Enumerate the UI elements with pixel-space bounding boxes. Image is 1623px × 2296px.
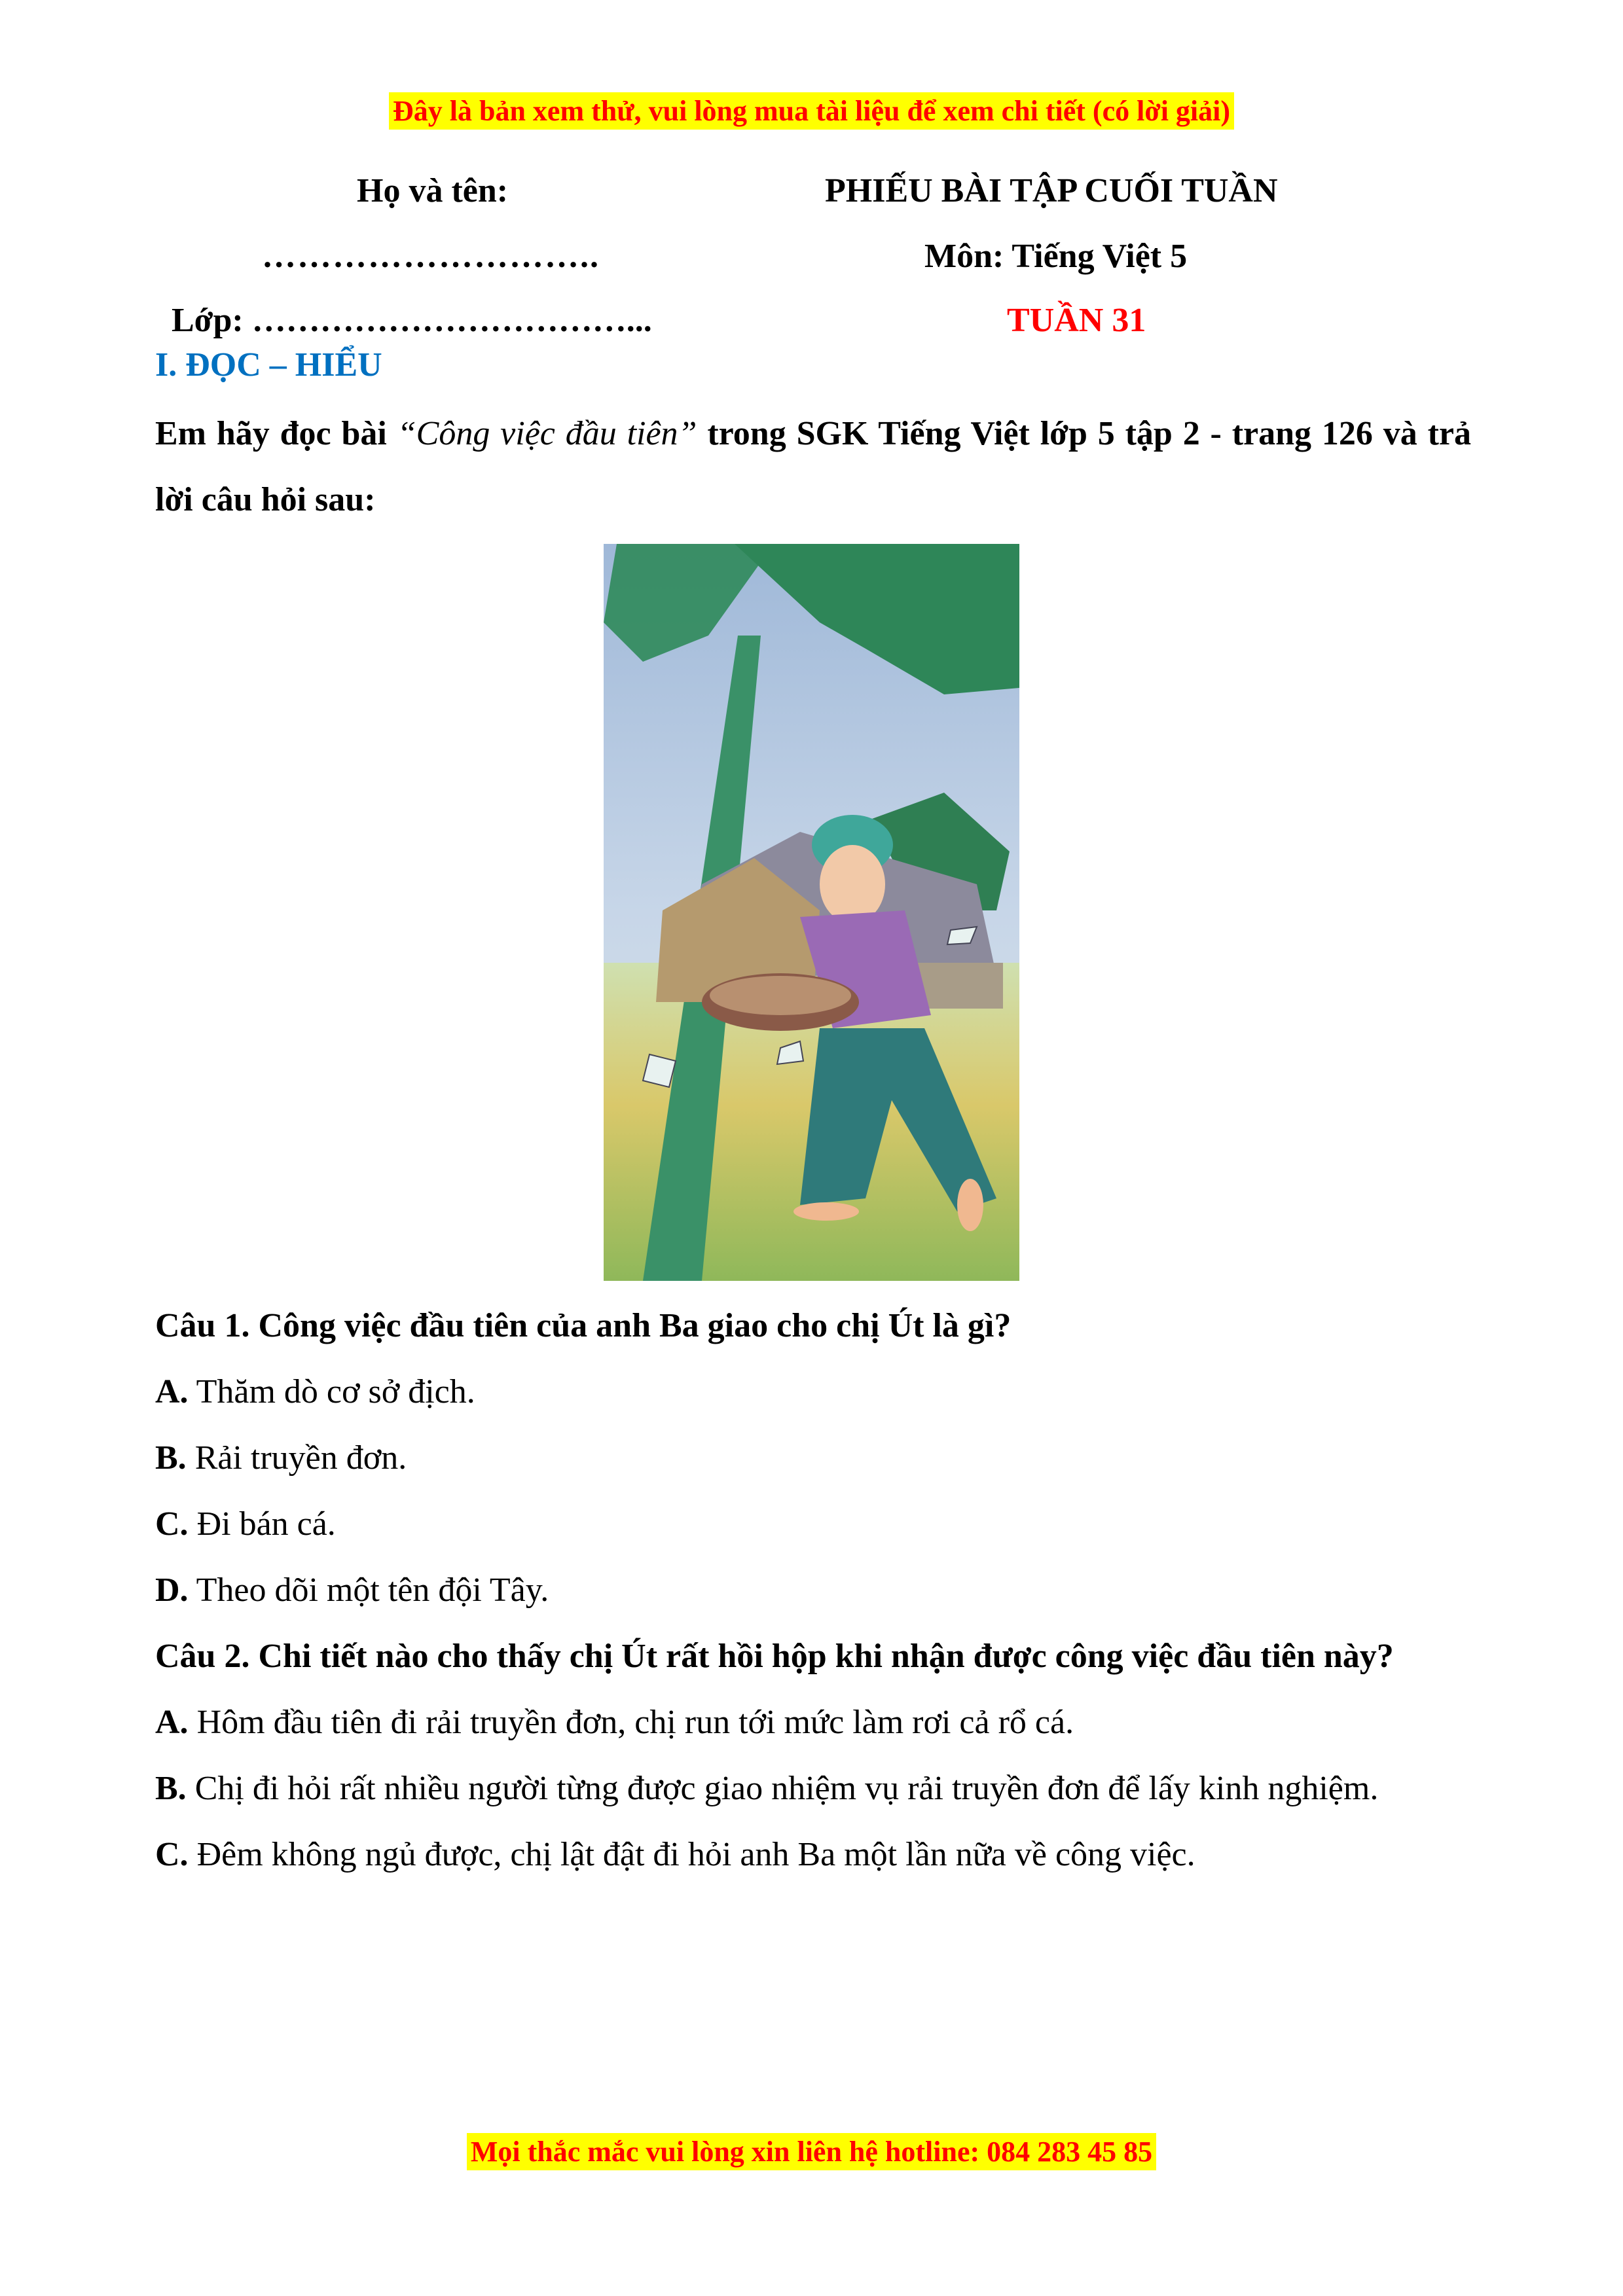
option-letter: A. [155, 1373, 189, 1410]
worksheet-title: PHIẾU BÀI TẬP CUỐI TUẦN [825, 172, 1278, 209]
option-text: Đêm không ngủ được, chị lật đật đi hỏi anh Ba một lần nữa về công việc. [188, 1836, 1195, 1873]
story-illustration [604, 544, 1019, 1281]
name-blank: ……………………….. [262, 238, 600, 275]
option-text: Chị đi hỏi rất nhiều người từng được giao nhiệm vụ rải truyền đơn để lấy kinh nghiệm. [186, 1770, 1379, 1807]
answer-option-a[interactable] [155, 1689, 1471, 1755]
answer-option-c[interactable] [155, 1821, 1471, 1888]
name-label: Họ và tên: [357, 172, 509, 209]
option-letter: B. [155, 1770, 187, 1807]
reading-title: “Công việc đầu tiên” [397, 415, 697, 452]
option-letter: D. [155, 1571, 189, 1609]
answer-option-a[interactable] [155, 1359, 1471, 1425]
week-label: TUẦN 31 [1007, 302, 1146, 339]
question-title: Câu 2. Chi tiết nào cho thấy chị Út rất hồi hộp khi nhận được công việc đầu tiên này? [155, 1638, 1394, 1675]
option-text: Thăm dò cơ sở địch. [188, 1373, 475, 1410]
answer-option-c[interactable] [155, 1491, 1471, 1557]
answer-option-b[interactable] [155, 1425, 1471, 1491]
option-text: Đi bán cá. [188, 1505, 336, 1543]
preview-notice-banner [0, 94, 1623, 128]
class-label: Lớp: ……………………………... [172, 302, 652, 339]
hotline-text: Mọi thắc mắc vui lòng xin liên hệ hotline: 084 283 45 85 [467, 2133, 1156, 2170]
reading-instruction [155, 401, 1471, 533]
option-letter: A. [155, 1704, 189, 1741]
option-text: Hôm đầu tiên đi rải truyền đơn, chị run tới mức làm rơi cả rổ cá. [188, 1704, 1074, 1741]
option-text: Theo dõi một tên đội Tây. [188, 1571, 549, 1609]
hotline-banner [0, 2135, 1623, 2168]
question-1 [155, 1293, 1471, 1623]
option-letter: C. [155, 1836, 189, 1873]
option-text: Rải truyền đơn. [186, 1439, 407, 1477]
answer-option-d[interactable] [155, 1557, 1471, 1623]
preview-notice-text: Đây là bản xem thử, vui lòng mua tài liệu để xem chi tiết (có lời giải) [389, 92, 1234, 130]
subject-label: Môn: Tiếng Việt 5 [924, 238, 1188, 275]
instruction-prefix: Em hãy đọc bài [155, 415, 397, 452]
question-title: Câu 1. Công việc đầu tiên của anh Ba giao cho chị Út là gì? [155, 1307, 1012, 1344]
section-heading: I. ĐỌC – HIỂU [155, 346, 382, 384]
question-2 [155, 1623, 1471, 1888]
answer-option-b[interactable] [155, 1755, 1471, 1821]
option-letter: C. [155, 1505, 189, 1543]
instruction-suffix: trong SGK Tiếng Việt lớp 5 tập 2 - trang 126 và trả lời câu hỏi sau: [155, 415, 1472, 518]
option-letter: B. [155, 1439, 187, 1477]
